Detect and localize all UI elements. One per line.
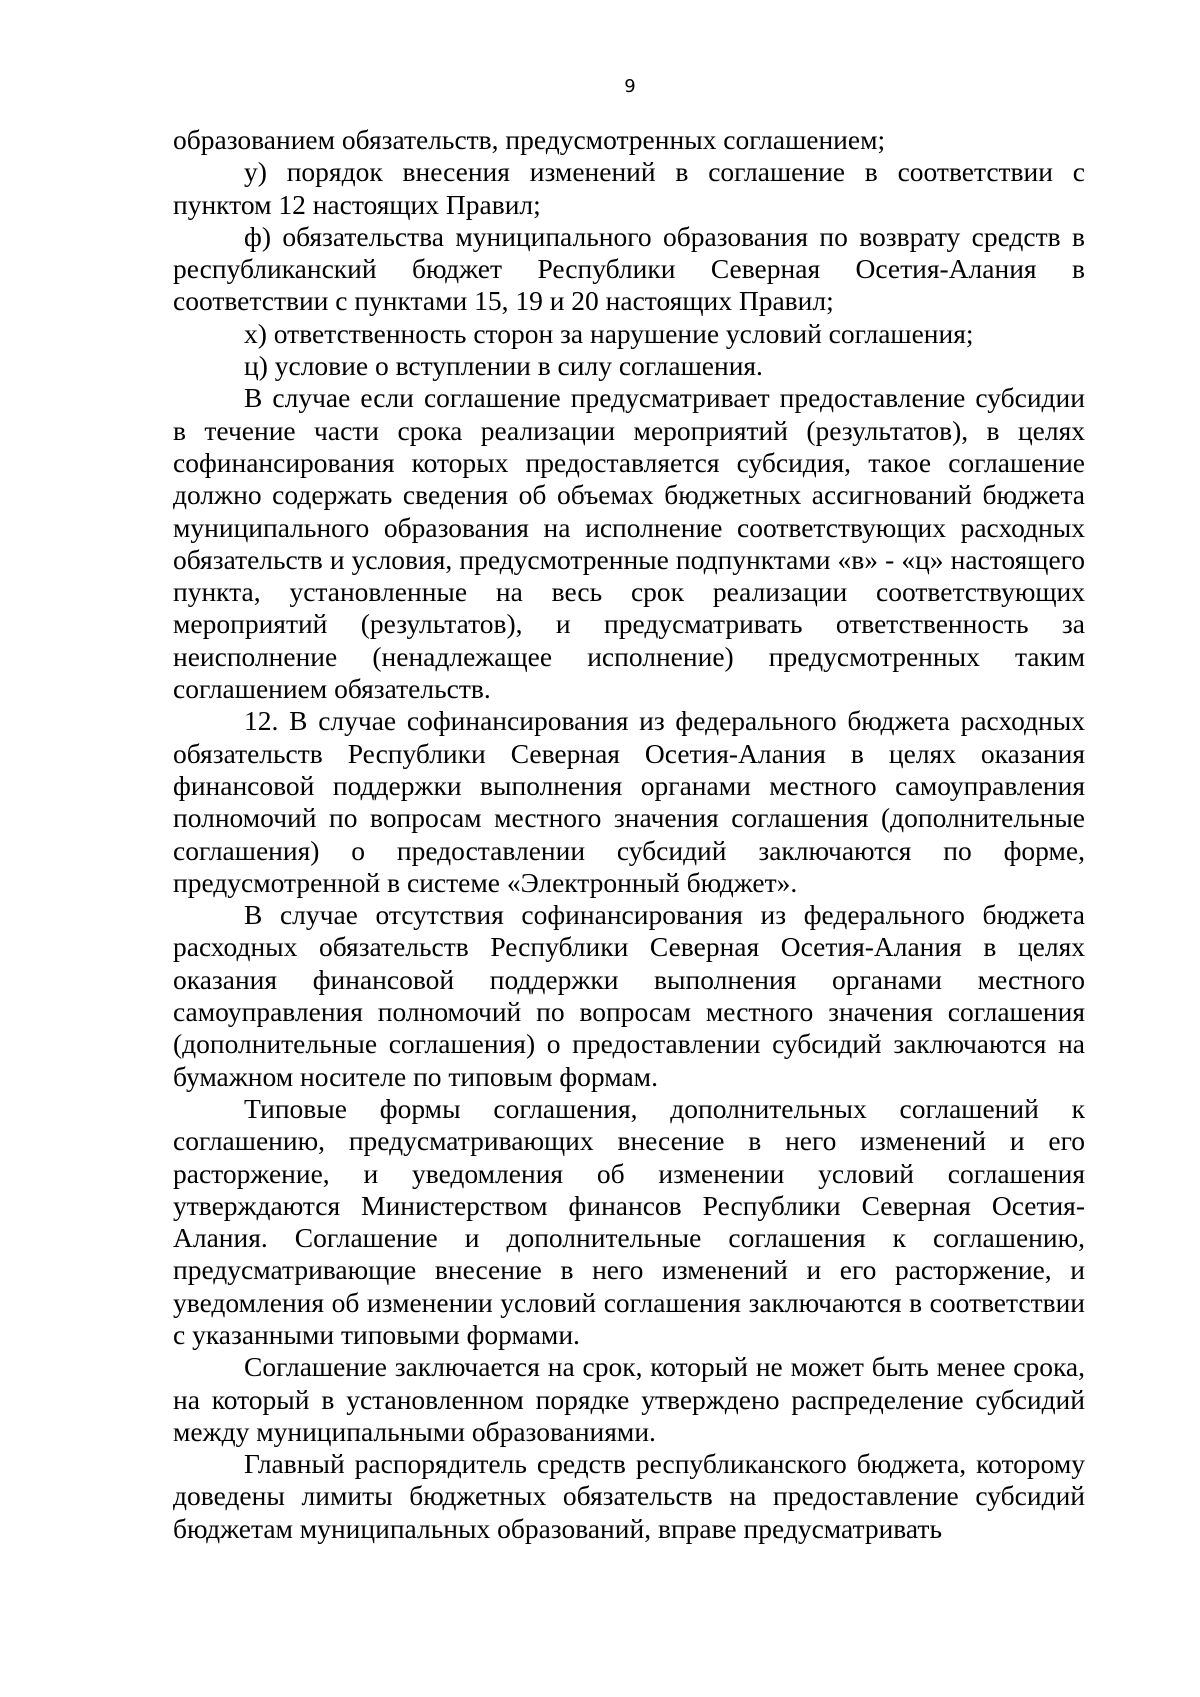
- paragraph-item-f: ф) обязательства муниципального образования по возврату средств в республиканский бюджет Республики Северная Осетия-Алания в соответствии с пунктами 15, 19 и 20 настоящих Правил;: [173, 220, 1085, 317]
- paragraph-standard-forms: Типовые формы соглашения, дополнительных соглашений к соглашению, предусматривающих внесение в него изменений и его расторжение, и уведомления об изменении условий соглашения утверждаются Министерством финансов Республики Северная Осетия-Алания. Соглашение и дополнительные соглашения к соглашению, предусматривающие внесение в него изменений и его расторжение, и уведомления об изменении условий соглашения заключаются в соответствии с указанными типовыми формами.: [173, 1092, 1085, 1350]
- paragraph-agreement-term: Соглашение заключается на срок, который не может быть менее срока, на который в установленном порядке утверждено распределение субсидий между муниципальными образованиями.: [173, 1351, 1085, 1447]
- document-body: [173, 124, 1085, 1545]
- page-number: 9: [624, 76, 636, 97]
- paragraph-item-u: у) порядок внесения изменений в соглашение в соответствии с пунктом 12 настоящих Правил;: [173, 156, 1085, 220]
- paragraph-item-ts: ц) условие о вступлении в силу соглашения.: [244, 350, 763, 382]
- paragraph-no-cofinancing: В случае отсутствия софинансирования из федерального бюджета расходных обязательств Республики Северная Осетия-Алания в целях оказания финансовой поддержки выполнения органами местного самоуправления полномочий по вопросам местного значения соглашения (дополнительные соглашения) о предоставлении субсидий заключаются на бумажном носителе по типовым формам.: [173, 899, 1085, 1092]
- paragraph-continuation: образованием обязательств, предусмотренных соглашением;: [173, 124, 886, 155]
- paragraph-chief-administrator: Главный распорядитель средств республиканского бюджета, которому доведены лимиты бюджетных обязательств на предоставление субсидий бюджетам муниципальных образований, вправе предусматривать: [173, 1448, 1085, 1544]
- paragraph-clause-12: 12. В случае софинансирования из федерального бюджета расходных обязательств Республики Северная Осетия-Алания в целях оказания финансовой поддержки выполнения органами местного самоуправления полномочий по вопросам местного значения соглашения (дополнительные соглашения) о предоставлении субсидий заключаются по форме, предусмотренной в системе «Электронный бюджет».: [173, 705, 1085, 898]
- paragraph-partial-term: В случае если соглашение предусматривает предоставление субсидии в течение части срока реализации мероприятий (результатов), в целях софинансирования которых предоставляется субсидия, такое соглашение должно содержать сведения об объемах бюджетных ассигнований бюджета муниципального образования на исполнение соответствующих расходных обязательств и условия, предусмотренные подпунктами «в» - «ц» настоящего пункта, установленные на весь срок реализации соответствующих мероприятий (результатов), и предусматривать ответственность за неисполнение (ненадлежащее исполнение) предусмотренных таким соглашением обязательств.: [173, 382, 1085, 705]
- paragraph-item-kh: х) ответственность сторон за нарушение условий соглашения;: [244, 317, 974, 349]
